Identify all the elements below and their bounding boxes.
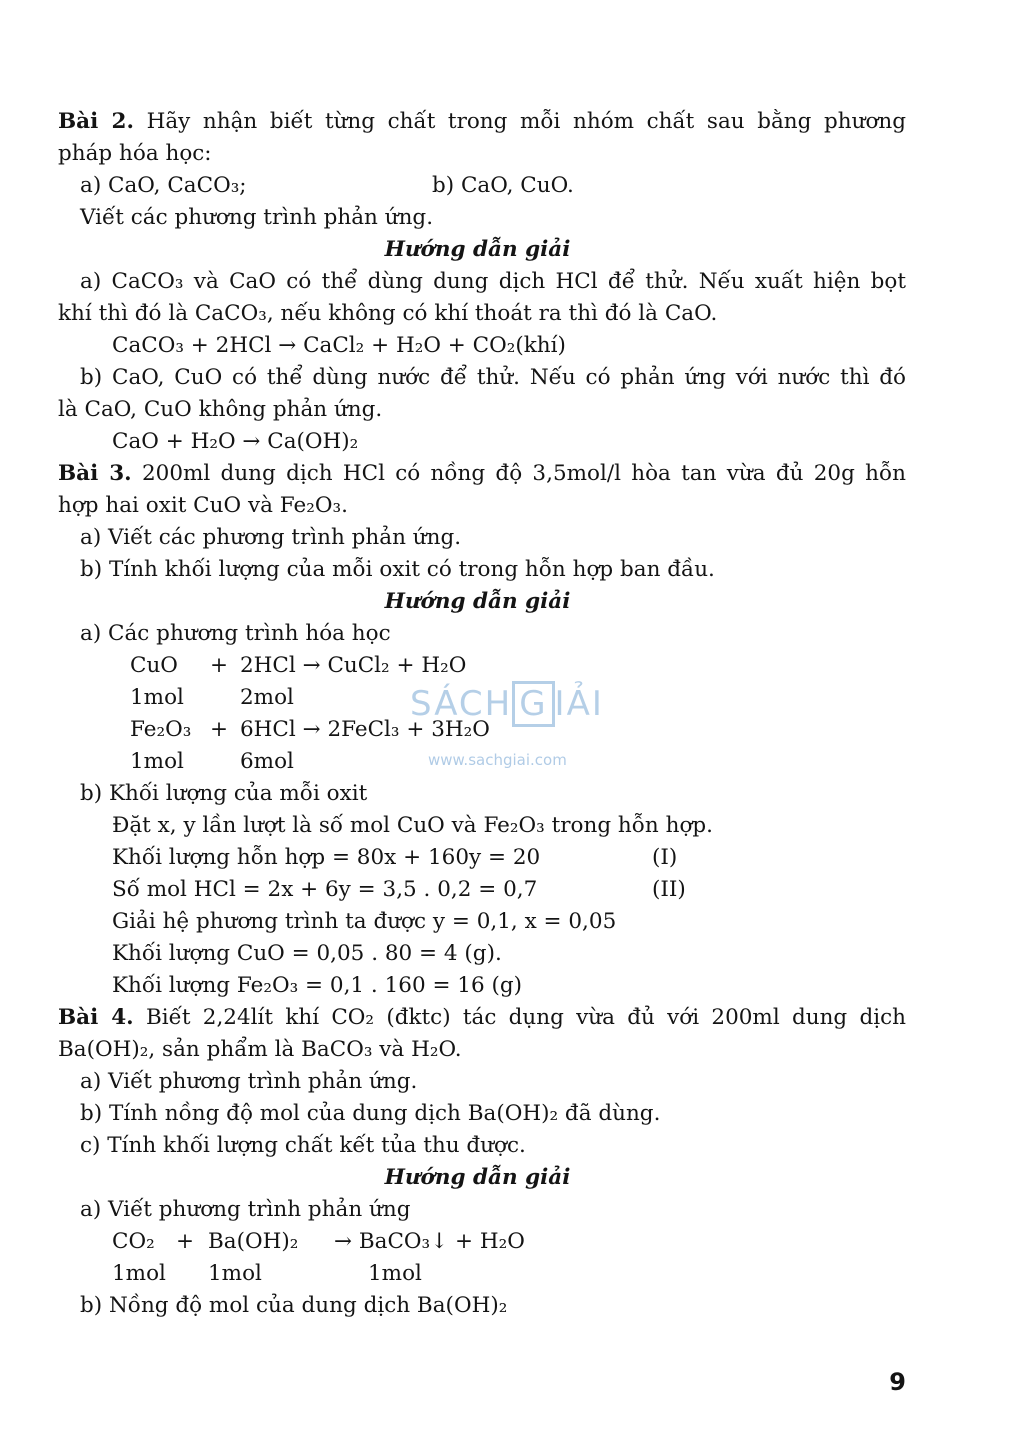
reaction-rest: 2HCl → CuCl₂ + H₂O	[240, 653, 467, 678]
bai2-line2: pháp hóa học:	[58, 141, 212, 166]
bai4-mole-row	[112, 1258, 612, 1290]
bai3-guide-b: b) Khối lượng của mỗi oxit	[80, 781, 368, 806]
mole-value: 1mol	[130, 749, 184, 774]
bai3-reaction-2	[130, 714, 630, 746]
bai3-step-6: Khối lượng Fe₂O₃ = 0,1 . 160 = 16 (g)	[112, 973, 523, 998]
mole-value: 1mol	[208, 1261, 262, 1286]
watermark-text: SÁCH	[410, 684, 513, 724]
bai3-question-b: b) Tính khối lượng của mỗi oxit có trong hỗn hợp ban đầu.	[80, 557, 715, 582]
reaction-plus: +	[210, 653, 229, 678]
bai3-mole-row-1	[130, 682, 630, 714]
watermark-url: www.sachgiai.com	[428, 751, 567, 769]
bai2-equation-1: CaCO₃ + 2HCl → CaCl₂ + H₂O + CO₂(khí)	[112, 333, 566, 358]
watermark-text: IẢI	[554, 684, 604, 724]
bai4-guide-heading: Hướng dẫn giải	[384, 1165, 571, 1190]
watermark-box-letter: G	[512, 681, 554, 727]
reaction-plus: +	[210, 717, 229, 742]
bai4-question-b: b) Tính nồng độ mol của dung dịch Ba(OH)₂ đã dùng.	[80, 1101, 661, 1126]
bai4-guide-a: a) Viết phương trình phản ứng	[80, 1197, 411, 1222]
bai3-heading: Bài 3.	[58, 461, 132, 486]
bai3-step-3: Số mol HCl = 2x + 6y = 3,5 . 0,2 = 0,7	[112, 877, 538, 902]
bai3-step-2-tag: (I)	[652, 845, 678, 870]
bai2-line4: Viết các phương trình phản ứng.	[80, 205, 434, 230]
reaction-products: → BaCO₃↓ + H₂O	[334, 1229, 525, 1254]
bai3-question-text: 200ml dung dịch HCl có nồng độ 3,5mol/l hòa tan vừa đủ 20g hỗn	[141, 461, 906, 486]
bai4-reaction	[112, 1226, 612, 1258]
mole-value: 1mol	[368, 1261, 422, 1286]
bai4-line2: Ba(OH)₂, sản phẩm là BaCO₃ và H₂O.	[58, 1037, 462, 1062]
bai4-heading: Bài 4.	[58, 1005, 134, 1030]
bai2-guide-a-line1: a) CaCO₃ và CaO có thể dùng dung dịch HCl để thử. Nếu xuất hiện bọt	[80, 269, 906, 294]
bai2-guide-heading: Hướng dẫn giải	[384, 237, 571, 262]
reaction-rest: 6HCl → 2FeCl₃ + 3H₂O	[240, 717, 490, 742]
bai2-option-b: b) CaO, CuO.	[432, 173, 574, 198]
reaction-reactant: Fe₂O₃	[130, 717, 192, 742]
reaction-reactant: CO₂	[112, 1229, 155, 1254]
bai3-line2: hợp hai oxit CuO và Fe₂O₃.	[58, 493, 348, 518]
bai2-option-a: a) CaO, CaCO₃;	[80, 173, 247, 198]
bai3-step-2: Khối lượng hỗn hợp = 80x + 160y = 20	[112, 845, 541, 870]
reaction-reactant: CuO	[130, 653, 178, 678]
bai2-equation-2: CaO + H₂O → Ca(OH)₂	[112, 429, 359, 454]
bai3-step-4: Giải hệ phương trình ta được y = 0,1, x = 0,05	[112, 909, 617, 934]
bai2-question-text: Hãy nhận biết từng chất trong mỗi nhóm chất sau bằng phương	[146, 109, 907, 134]
bai2-guide-a-line2: khí thì đó là CaCO₃, nếu không có khí thoát ra thì đó là CaO.	[58, 301, 718, 326]
bai2-line1	[58, 106, 906, 138]
reaction-reactant-2: Ba(OH)₂	[208, 1229, 299, 1254]
bai2-heading: Bài 2.	[58, 109, 134, 134]
bai3-step-1: Đặt x, y lần lượt là số mol CuO và Fe₂O₃ trong hỗn hợp.	[112, 813, 713, 838]
bai4-line1	[58, 1002, 906, 1034]
mole-value: 2mol	[240, 685, 294, 710]
bai3-guide-heading: Hướng dẫn giải	[384, 589, 571, 614]
bai2-guide-b-line2: là CaO, CuO không phản ứng.	[58, 397, 383, 422]
bai4-question-text: Biết 2,24lít khí CO₂ (đktc) tác dụng vừa đủ với 200ml dung dịch	[145, 1005, 907, 1030]
page-number: 9	[889, 1368, 906, 1396]
reaction-plus: +	[176, 1229, 195, 1254]
bai3-step-3-tag: (II)	[652, 877, 686, 902]
bai3-guide-a: a) Các phương trình hóa học	[80, 621, 391, 646]
bai3-reaction-1	[130, 650, 630, 682]
bai2-guide-b-line1: b) CaO, CuO có thể dùng nước để thử. Nếu có phản ứng với nước thì đó	[80, 365, 906, 390]
bai3-step-5: Khối lượng CuO = 0,05 . 80 = 4 (g).	[112, 941, 502, 966]
bai4-question-c: c) Tính khối lượng chất kết tủa thu được.	[80, 1133, 526, 1158]
mole-value: 6mol	[240, 749, 294, 774]
bai3-line1	[58, 458, 906, 490]
mole-value: 1mol	[130, 685, 184, 710]
bai3-mole-row-2	[130, 746, 630, 778]
bai4-question-a: a) Viết phương trình phản ứng.	[80, 1069, 418, 1094]
bai4-guide-b: b) Nồng độ mol của dung dịch Ba(OH)₂	[80, 1293, 508, 1318]
mole-value: 1mol	[112, 1261, 166, 1286]
bai3-question-a: a) Viết các phương trình phản ứng.	[80, 525, 462, 550]
